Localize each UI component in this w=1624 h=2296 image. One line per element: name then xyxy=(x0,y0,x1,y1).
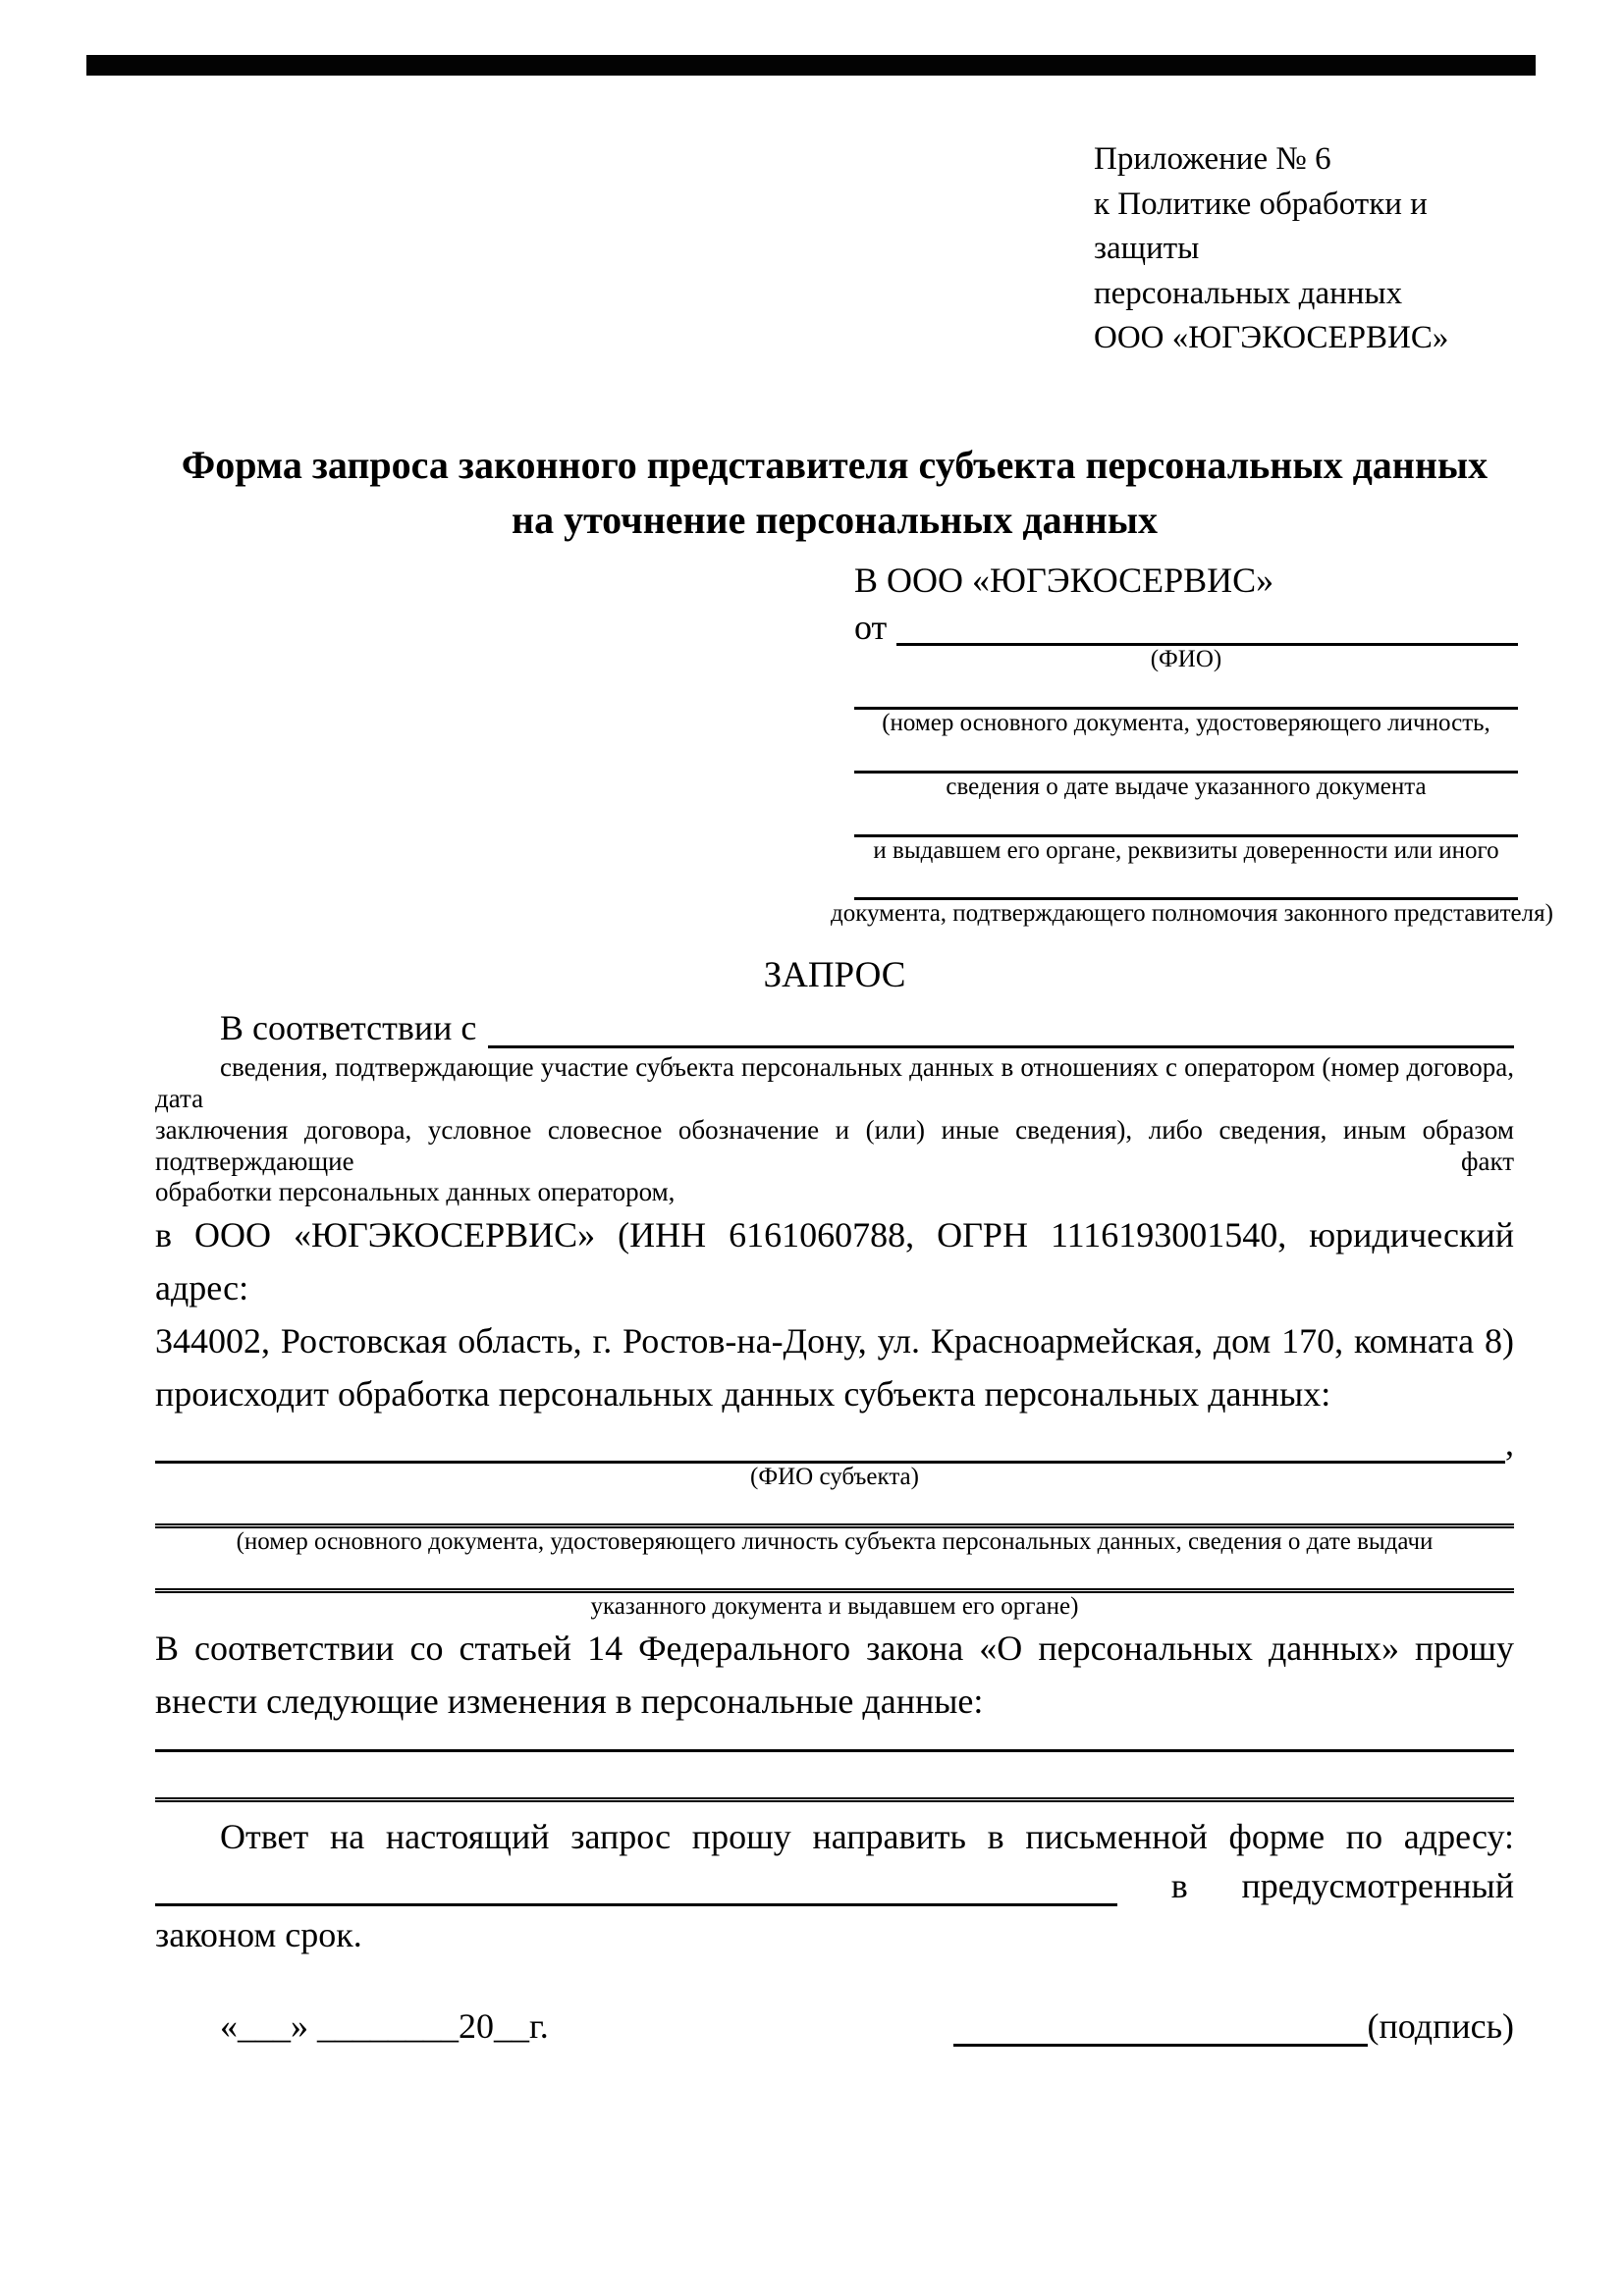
answer-address-row xyxy=(155,1863,1514,1906)
changes-blank-line1 xyxy=(155,1749,1514,1752)
subject-fio-row xyxy=(155,1420,1514,1464)
doc-number-blank-line xyxy=(854,674,1518,710)
document-title-line2: на уточнение персональных данных xyxy=(512,497,1158,542)
answer-word-predusmotrennyi: предусмотренный xyxy=(1241,1865,1514,1905)
fio-caption: (ФИО) xyxy=(1150,646,1222,673)
from-label: от xyxy=(854,607,888,647)
footnote-line: сведения, подтверждающие участие субъекта персональных данных в отношениях с оператором (номер договора, дата xyxy=(155,1052,1514,1113)
subject-doc-blank-line xyxy=(155,1492,1514,1528)
subject-doc-blank-line2 xyxy=(155,1557,1514,1593)
date-blank: «___» ________20__г. xyxy=(220,2005,549,2046)
appendix-line: ООО «ЮГЭКОСЕРВИС» xyxy=(1094,320,1449,356)
subject-fio-caption: (ФИО субъекта) xyxy=(750,1464,919,1491)
addressee-to: В ООО «ЮГЭКОСЕРВИС» xyxy=(854,560,1274,600)
footnote-line: обработки персональных данных оператором, xyxy=(155,1177,676,1207)
document-title-line1: Форма запроса законного представителя субъекта персональных данных xyxy=(181,442,1489,487)
operator-paragraph xyxy=(155,1208,1514,1420)
subject-doc-caption2: указанного документа и выдавшем его органе) xyxy=(590,1592,1079,1620)
signature-caption: (подпись) xyxy=(1367,2005,1514,2046)
authority-doc-caption: документа, подтверждающего полномочия законного представителя) xyxy=(831,900,1553,928)
appendix-line: к Политике обработки и защиты xyxy=(1094,186,1428,267)
issue-org-caption: и выдавшем его органе, реквизиты доверенности или иного xyxy=(873,836,1499,864)
document-title xyxy=(155,438,1514,548)
addressee-block xyxy=(831,558,1553,930)
trailing-comma: , xyxy=(1505,1423,1514,1464)
appendix-line: персональных данных xyxy=(1094,275,1403,311)
law-paragraph xyxy=(155,1622,1514,1728)
top-black-bar xyxy=(86,55,1536,76)
signature-row xyxy=(155,2004,1514,2047)
authority-doc-blank-line xyxy=(854,865,1518,900)
request-heading: ЗАПРОС xyxy=(763,955,906,996)
changes-blank-line2 xyxy=(155,1797,1514,1802)
appendix-block xyxy=(1094,137,1514,361)
operator-line: происходит обработка персональных данных субъекта персональных данных: xyxy=(155,1374,1331,1415)
law-line: внести следующие изменения в персональные данные: xyxy=(155,1681,984,1721)
law-line: В соответствии со статьей 14 Федерального закона «О персональных данных» прошу xyxy=(155,1628,1514,1668)
footnote-block xyxy=(155,1052,1514,1208)
subject-doc-caption1: (номер основного документа, удостоверяющего личность субъекта персональных данных, сведения о дате выдачи xyxy=(236,1528,1434,1556)
signature-blank-line xyxy=(953,2004,1368,2047)
answer-word-v: в xyxy=(1170,1865,1188,1905)
issue-date-blank-line xyxy=(854,738,1518,774)
from-row xyxy=(854,605,1518,646)
issue-org-blank-line xyxy=(854,802,1518,837)
answer-line1: Ответ на настоящий запрос прошу направить в письменной форме по адресу: xyxy=(220,1816,1514,1856)
intro-row xyxy=(155,1007,1514,1048)
answer-address-blank-line xyxy=(155,1903,1117,1906)
intro-prefix: В соответствии с xyxy=(220,1008,477,1047)
operator-line: в ООО «ЮГЭКОСЕРВИС» (ИНН 6161060788, ОГРН 1116193001540, юридический адрес: xyxy=(155,1215,1514,1308)
intro-blank-line xyxy=(488,1045,1514,1048)
doc-number-caption: (номер основного документа, удостоверяющего личность, xyxy=(882,710,1490,737)
answer-line3: законом срок. xyxy=(155,1914,362,1954)
signature-right xyxy=(953,2004,1514,2047)
footnote-line: заключения договора, условное словесное обозначение и (или) иные сведения), либо сведения, иным образом подтверждающие факт xyxy=(155,1114,1514,1176)
issue-date-caption: сведения о дате выдаче указанного документа xyxy=(946,773,1427,800)
appendix-line: Приложение № 6 xyxy=(1094,141,1331,177)
operator-line: 344002, Ростовская область, г. Ростов-на-Дону, ул. Красноармейская, дом 170, комната 8) xyxy=(155,1321,1514,1362)
